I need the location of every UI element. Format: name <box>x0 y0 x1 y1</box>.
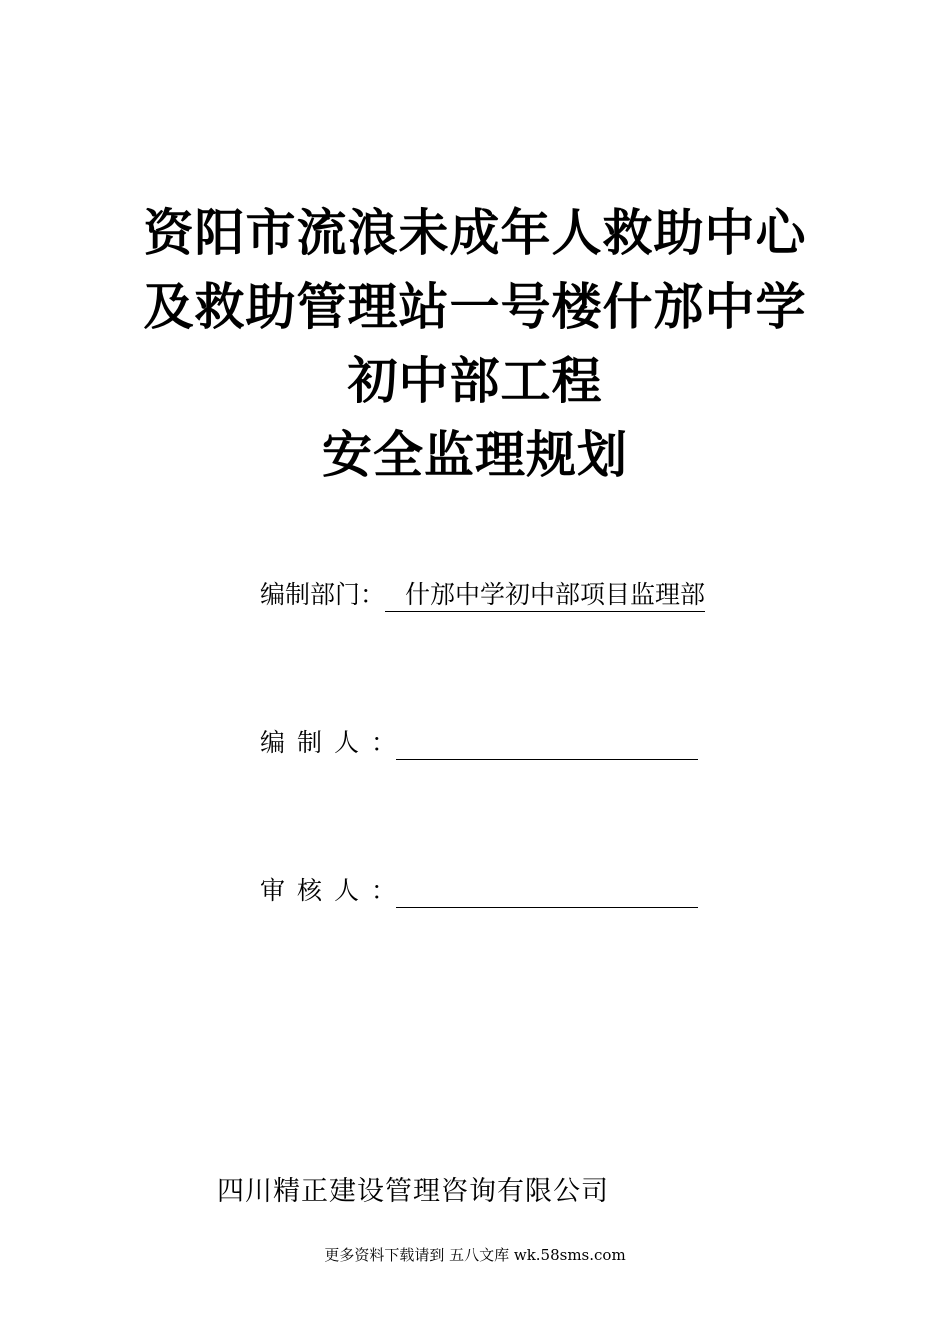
author-label: 编制人 <box>260 728 372 757</box>
author-colon: ： <box>371 728 397 757</box>
author-blank-line <box>396 733 698 760</box>
author-field <box>260 726 698 760</box>
title-line-1: 资阳市流浪未成年人救助中心 <box>143 204 807 262</box>
dept-field <box>260 578 705 612</box>
footer-note: 更多资料下载请到 五八文库 wk.58sms.com <box>324 1246 626 1264</box>
dept-colon: ： <box>360 580 386 609</box>
company-name: 四川精正建设管理咨询有限公司 <box>217 1176 609 1207</box>
reviewer-colon: ： <box>371 876 397 905</box>
title-line-4: 安全监理规划 <box>322 426 628 484</box>
dept-label: 编制部门 <box>260 580 361 609</box>
document-title <box>0 196 950 492</box>
reviewer-blank-line <box>396 881 698 908</box>
title-line-2: 及救助管理站一号楼什邡中学 <box>143 278 807 336</box>
reviewer-field <box>260 874 698 908</box>
reviewer-label: 审核人 <box>260 876 372 905</box>
dept-value: 什邡中学初中部项目监理部 <box>385 579 705 612</box>
title-line-3: 初中部工程 <box>347 352 603 410</box>
